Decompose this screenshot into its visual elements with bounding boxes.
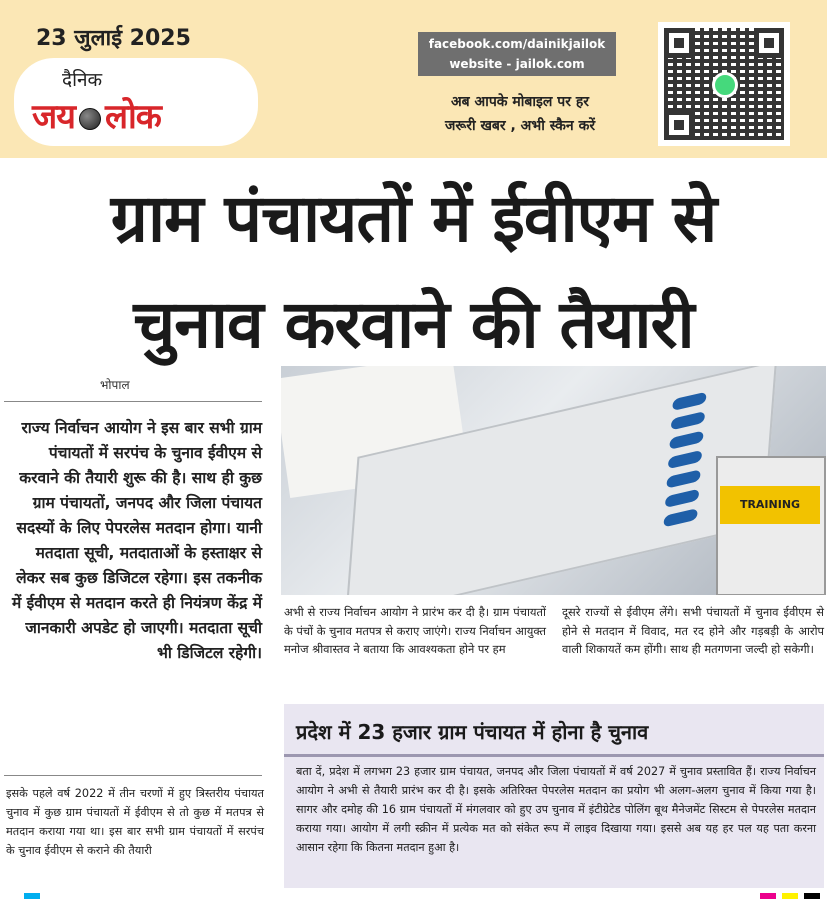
dateline: भोपाल (100, 378, 130, 392)
evm-control-unit (716, 456, 826, 595)
masthead (0, 0, 827, 158)
evm-button (672, 392, 706, 411)
sidebar-heading: प्रदेश में 23 हजार ग्राम पंचायत में होना है चुनाव (296, 720, 649, 744)
evm-button (668, 450, 702, 469)
article-paragraph-3: दूसरे राज्यों से ईवीएम लेंगे। सभी पंचायतों में चुनाव ईवीएम से होने से मतदान में विवाद, मत रद होने और गड़बड़ी के आरोप वाली शिकायतें कम होंगी। साथ ही मतगणना जल्दी हो सकेगी। (562, 605, 824, 656)
divider (4, 775, 262, 776)
registration-mark (782, 893, 798, 899)
registration-mark (804, 893, 820, 899)
qr-finder-bottom-left (664, 110, 694, 140)
qr-finder-top-left (664, 28, 694, 58)
headline-line-1: ग्राम पंचायतों में ईवीएम से (110, 180, 717, 257)
evm-button (666, 469, 700, 488)
evm-button (669, 430, 703, 449)
lead-paragraph: राज्य निर्वाचन आयोग ने इस बार सभी ग्राम पंचायतों में सरपंच के चुनाव ईवीएम से करवाने की तैयारी शुरू की है। साथ ही कुछ ग्राम पंचायतों, जनपद और जिला पंचायत सदस्यों के लिए पेपरलेस मतदान होगा। यानी मतदाता सूची, मतदाताओं के हस्ताक्षर से लेकर सब कुछ डिजिटल रहेगा। इस तकनीक में ईवीएम से मतदान करते ही नियंत्रण केंद्र में जानकारी अपडेट हो जाएगी। मतदाता सूची भी डिजिटल रहेगी। (11, 419, 262, 662)
website-link[interactable]: website - jailok.com (449, 57, 585, 71)
qr-finder-top-right (754, 28, 784, 58)
training-label: TRAINING (720, 486, 820, 524)
evm-photo (281, 366, 826, 595)
globe-icon (79, 108, 101, 130)
headline-line-2: चुनाव करवाने की तैयारी (133, 286, 694, 363)
headline (0, 166, 827, 378)
article-paragraph-1: इसके पहले वर्ष 2022 में तीन चरणों में हुए त्रिस्तरीय पंचायत चुनाव में कुछ ग्राम पंचायतों में ईवीएम से तो कुछ में मतपत्र से मतदान कराया गया था। इस बार सभी ग्राम पंचायतों में सरपंच के चुनाव ईवीएम से कराने की तैयारी (6, 787, 264, 857)
divider (4, 401, 262, 402)
sidebar-divider (284, 754, 824, 757)
qr-pattern (664, 28, 784, 140)
registration-mark (24, 893, 40, 899)
tagline-line-2: जरूरी खबर , अभी स्कैन करें (444, 118, 596, 134)
logo-word-right: लोक (104, 97, 161, 137)
sidebar-body: बता दें, प्रदेश में लगभग 23 हजार ग्राम पंचायत, जनपद और जिला पंचायतों में वर्ष 2027 में चुनाव प्रस्तावित हैं। राज्य निर्वाचन आयोग ने अभी से तैयारी प्रारंभ कर दी है। इसके अतिरिक्त पेपरलेस मतदान का प्रयोग भी अलग-अलग चुनाव में किया गया है। सागर और दमोह की 16 ग्राम पंचायतों में मंगलवार को हुए उप चुनाव में इंटीग्रेटेड पोलिंग बूथ मैनेजमेंट सिस्टम से पेपरलेस मतदान कराया गया। आयोग में लगी स्क्रीन में प्रत्येक मत को संकेत रूप में लाइव दिखाया गया। इससे अब यह हर पल यह पता करना आसान रहेगा कि कितना मतदान हुआ है। (296, 765, 816, 854)
logo-word-left: जय (32, 97, 75, 137)
social-links-box (418, 32, 616, 76)
evm-button (663, 508, 697, 527)
facebook-link[interactable]: facebook.com/dainikjailok (428, 37, 606, 51)
registration-mark (760, 893, 776, 899)
newspaper-logo (32, 92, 161, 138)
evm-button (671, 411, 705, 430)
tagline-line-1: अब आपके मोबाइल पर हर (450, 94, 590, 110)
edition-date: 23 जुलाई 2025 (36, 26, 191, 51)
registration-marks (0, 893, 827, 899)
article-paragraph-2: अभी से राज्य निर्वाचन आयोग ने प्रारंभ कर दी है। ग्राम पंचायतों के पंचों के चुनाव मतपत्र से कराए जाएंगे। राज्य निर्वाचन आयुक्त मनोज श्रीवास्तव ने बताया कि आवश्यकता होने पर हम (284, 605, 546, 656)
whatsapp-icon (712, 72, 738, 98)
qr-code[interactable] (658, 22, 790, 146)
logo-prefix: दैनिक (62, 69, 103, 91)
scan-tagline (400, 90, 640, 138)
evm-button (665, 489, 699, 508)
sidebar-box (284, 704, 824, 888)
